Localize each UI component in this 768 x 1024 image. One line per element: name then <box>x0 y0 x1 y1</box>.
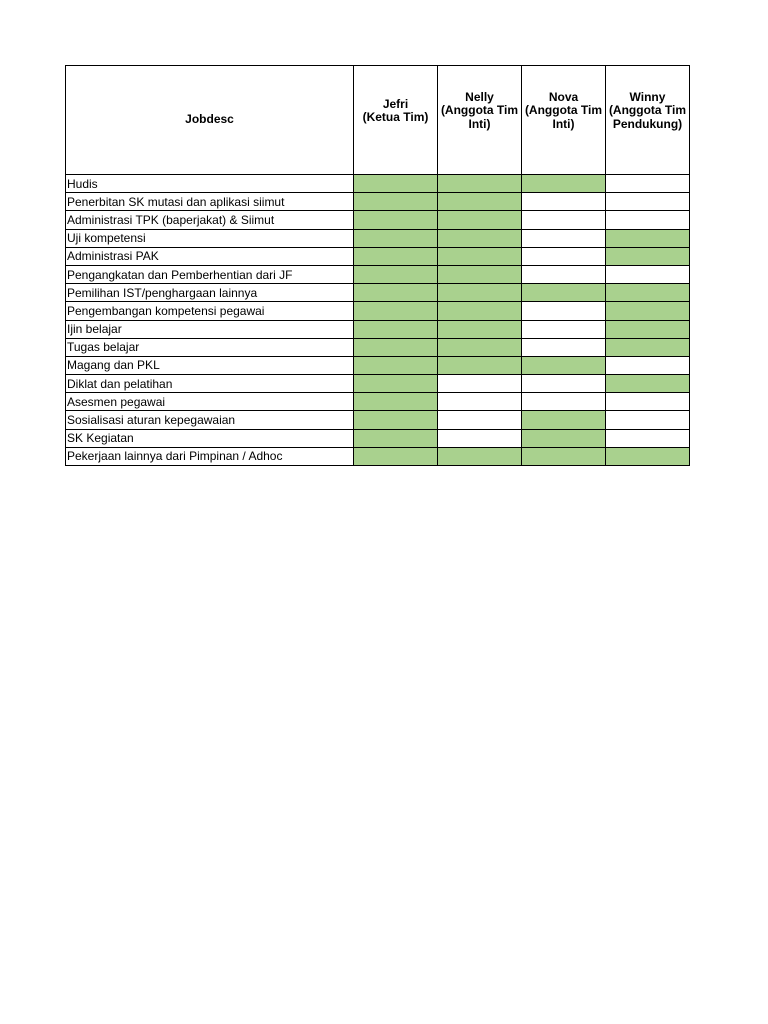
assignment-cell-nova <box>522 265 606 283</box>
member-role: Pendukung) <box>612 116 683 131</box>
assignment-cell-nelly <box>438 447 522 465</box>
table-body <box>66 175 690 466</box>
assignment-cell-jefri <box>354 393 438 411</box>
assignment-cell-winny <box>606 320 690 338</box>
assignment-cell-jefri <box>354 356 438 374</box>
assignment-cell-winny <box>606 338 690 356</box>
task-cell: Penerbitan SK mutasi dan aplikasi siimut <box>66 193 354 211</box>
task-cell: Administrasi PAK <box>66 247 354 265</box>
task-cell: Pengangkatan dan Pemberhentian dari JF <box>66 265 354 283</box>
member-name: Nelly <box>465 89 494 104</box>
table-row <box>66 356 690 374</box>
table-row <box>66 447 690 465</box>
header-member-jefri <box>354 66 438 175</box>
assignment-cell-jefri <box>354 375 438 393</box>
assignment-cell-winny <box>606 247 690 265</box>
assignment-cell-nelly <box>438 338 522 356</box>
assignment-cell-jefri <box>354 338 438 356</box>
assignment-cell-winny <box>606 447 690 465</box>
task-cell: Diklat dan pelatihan <box>66 375 354 393</box>
header-jobdesc: Jobdesc <box>66 66 354 175</box>
assignment-cell-nelly <box>438 320 522 338</box>
table-row <box>66 175 690 193</box>
table-row <box>66 302 690 320</box>
member-role: Inti) <box>552 116 575 131</box>
table-row <box>66 284 690 302</box>
header-row <box>66 66 690 175</box>
header-member-winny <box>606 66 690 175</box>
member-role: (Anggota Tim <box>440 103 519 118</box>
assignment-cell-nova <box>522 229 606 247</box>
assignment-cell-nelly <box>438 393 522 411</box>
assignment-cell-jefri <box>354 211 438 229</box>
assignment-cell-winny <box>606 411 690 429</box>
task-cell: Pengembangan kompetensi pegawai <box>66 302 354 320</box>
assignment-cell-nelly <box>438 375 522 393</box>
assignment-cell-nelly <box>438 411 522 429</box>
table-row <box>66 375 690 393</box>
assignment-cell-nova <box>522 211 606 229</box>
assignment-cell-nova <box>522 375 606 393</box>
assignment-cell-nelly <box>438 247 522 265</box>
assignment-cell-nova <box>522 284 606 302</box>
assignment-cell-nova <box>522 356 606 374</box>
task-cell: Administrasi TPK (baperjakat) & Siimut <box>66 211 354 229</box>
assignment-cell-nelly <box>438 211 522 229</box>
member-role: (Ketua Tim) <box>362 110 429 124</box>
jobdesc-assignment-table <box>65 65 690 466</box>
assignment-cell-nova <box>522 320 606 338</box>
assignment-cell-nova <box>522 247 606 265</box>
assignment-cell-nelly <box>438 265 522 283</box>
assignment-cell-nelly <box>438 229 522 247</box>
assignment-cell-jefri <box>354 265 438 283</box>
assignment-cell-winny <box>606 229 690 247</box>
assignment-cell-winny <box>606 211 690 229</box>
assignment-cell-winny <box>606 393 690 411</box>
task-cell: Magang dan PKL <box>66 356 354 374</box>
assignment-cell-jefri <box>354 447 438 465</box>
task-cell: Tugas belajar <box>66 338 354 356</box>
member-name: Jefri <box>382 96 409 111</box>
table-row <box>66 320 690 338</box>
task-cell: Hudis <box>66 175 354 193</box>
assignment-cell-nelly <box>438 284 522 302</box>
header-member-nova <box>522 66 606 175</box>
assignment-cell-jefri <box>354 302 438 320</box>
assignment-cell-nova <box>522 302 606 320</box>
task-cell: Ijin belajar <box>66 320 354 338</box>
task-cell: Asesmen pegawai <box>66 393 354 411</box>
task-cell: Uji kompetensi <box>66 229 354 247</box>
assignment-cell-jefri <box>354 193 438 211</box>
assignment-cell-winny <box>606 265 690 283</box>
assignment-cell-nelly <box>438 193 522 211</box>
table-row <box>66 429 690 447</box>
assignment-cell-winny <box>606 302 690 320</box>
task-cell: SK Kegiatan <box>66 429 354 447</box>
table-row <box>66 393 690 411</box>
assignment-cell-winny <box>606 375 690 393</box>
assignment-cell-nelly <box>438 356 522 374</box>
table-row <box>66 265 690 283</box>
assignment-cell-winny <box>606 284 690 302</box>
header-member-nelly <box>438 66 522 175</box>
table-row <box>66 247 690 265</box>
assignment-cell-jefri <box>354 247 438 265</box>
assignment-cell-jefri <box>354 320 438 338</box>
task-cell: Pekerjaan lainnya dari Pimpinan / Adhoc <box>66 447 354 465</box>
table-row <box>66 338 690 356</box>
assignment-cell-nelly <box>438 429 522 447</box>
assignment-cell-nelly <box>438 175 522 193</box>
task-cell: Pemilihan IST/penghargaan lainnya <box>66 284 354 302</box>
assignment-cell-jefri <box>354 229 438 247</box>
assignment-cell-winny <box>606 193 690 211</box>
table-row <box>66 411 690 429</box>
table-row <box>66 229 690 247</box>
member-role: Inti) <box>468 116 491 131</box>
task-cell: Sosialisasi aturan kepegawaian <box>66 411 354 429</box>
assignment-cell-nova <box>522 393 606 411</box>
member-name: Nova <box>548 89 579 104</box>
member-name: Winny <box>629 89 666 104</box>
assignment-cell-jefri <box>354 175 438 193</box>
assignment-cell-nelly <box>438 302 522 320</box>
member-role: (Anggota Tim <box>608 103 687 118</box>
assignment-cell-nova <box>522 429 606 447</box>
assignment-cell-winny <box>606 429 690 447</box>
assignment-cell-nova <box>522 338 606 356</box>
assignment-cell-nova <box>522 411 606 429</box>
assignment-cell-nova <box>522 193 606 211</box>
assignment-cell-winny <box>606 356 690 374</box>
assignment-cell-nova <box>522 447 606 465</box>
assignment-cell-jefri <box>354 429 438 447</box>
assignment-cell-winny <box>606 175 690 193</box>
assignment-cell-jefri <box>354 284 438 302</box>
assignment-cell-nova <box>522 175 606 193</box>
table-row <box>66 193 690 211</box>
table-row <box>66 211 690 229</box>
assignment-cell-jefri <box>354 411 438 429</box>
member-role: (Anggota Tim <box>524 103 603 118</box>
